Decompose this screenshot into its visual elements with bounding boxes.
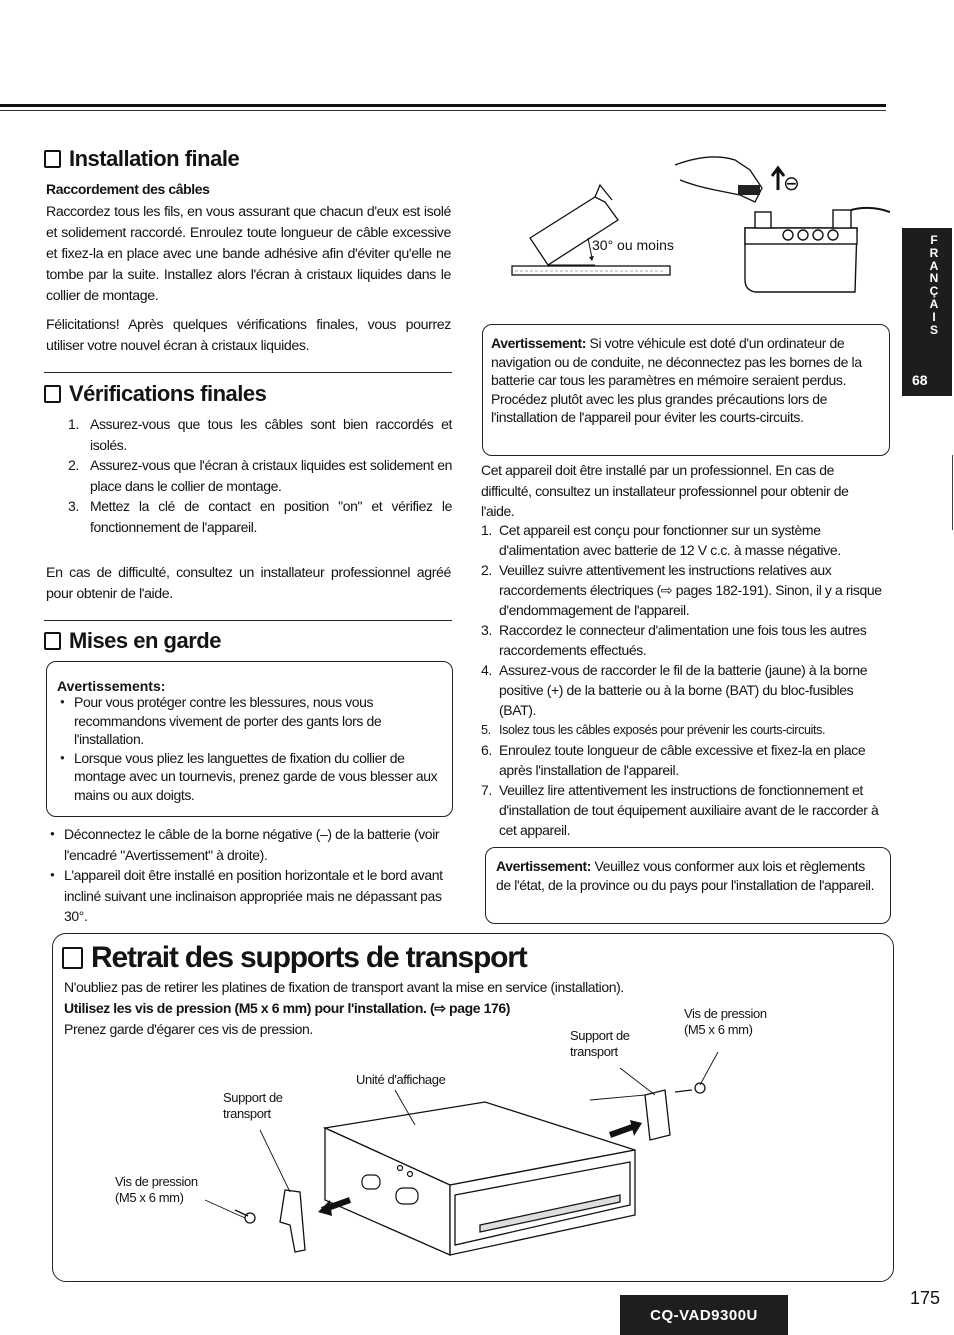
tab-letter: A bbox=[929, 296, 939, 311]
warnings-box-list bbox=[60, 693, 438, 804]
warnings-box-title: Avertissements: bbox=[57, 678, 166, 694]
retrait-line-3: Prenez garde d'égarer ces vis de pression. bbox=[64, 1021, 313, 1037]
tab-letter: Ç bbox=[929, 284, 939, 299]
section-heading-mises-en-garde: Mises en garde bbox=[44, 628, 221, 654]
list-item: 7. Veuillez lire attentivement les instructions de fonctionnement et d'installation de tout équipement auxiliaire avant de le raccorder à cet appareil. bbox=[481, 782, 879, 838]
tab-page-number: 68 bbox=[912, 372, 928, 388]
tab-letter: R bbox=[929, 245, 939, 260]
list-item: 1. Assurez-vous que tous les câbles sont bien raccordés et isolés. bbox=[68, 416, 452, 453]
angle-label: 30° ou moins bbox=[592, 237, 674, 253]
language-tab bbox=[902, 228, 952, 396]
installation-rules-list bbox=[481, 520, 889, 840]
checkbox-icon bbox=[62, 947, 83, 969]
label-vis-left: Vis de pression (M5 x 6 mm) bbox=[115, 1174, 198, 1205]
list-item: 3. Mettez la clé de contact en position "on" et vérifiez le fonctionnement de l'appareil. bbox=[68, 498, 452, 535]
tab-letter: I bbox=[932, 309, 936, 324]
section-heading-verifications: Vérifications finales bbox=[44, 381, 266, 407]
tilted-unit-illustration bbox=[530, 185, 618, 265]
warning-laws-text: Avertissement: Veuillez vous conformer aux lois et règlements de l'état, de la province ou du pays pour l'installation de l'appareil. bbox=[496, 858, 875, 893]
divider bbox=[44, 620, 452, 621]
list-item: 5. Isolez tous les câbles exposés pour prévenir les courts-circuits. bbox=[481, 723, 826, 737]
retrait-line-2: Utilisez les vis de pression (M5 x 6 mm) pour l'installation. (⇨ page 176) bbox=[64, 1000, 511, 1016]
mises-list bbox=[50, 824, 450, 927]
installation-paragraph-2: Félicitations! Après quelques vérifications finales, vous pourrez utiliser votre nouvel écran à cristaux liquides. bbox=[46, 317, 451, 354]
minus-terminal-icon: ⊖ bbox=[783, 171, 800, 195]
divider bbox=[44, 372, 452, 373]
label-unite: Unité d'affichage bbox=[356, 1072, 446, 1087]
top-rule bbox=[0, 104, 886, 107]
list-item: 4. Assurez-vous de raccorder le fil de la batterie (jaune) à la borne positive (+) de la batterie ou à la borne (BAT) du bloc-fusibles (BAT). bbox=[481, 662, 868, 718]
verifications-note: En cas de difficulté, consultez un installateur professionnel agréé pour obtenir de l'aide. bbox=[46, 565, 451, 602]
language-tab-letters bbox=[902, 234, 952, 336]
battery-figure bbox=[500, 140, 890, 315]
base-rail bbox=[512, 266, 670, 275]
checkbox-icon bbox=[44, 150, 61, 168]
retrait-line-1: N'oubliez pas de retirer les platines de fixation de transport avant la mise en service (installation). bbox=[64, 979, 624, 995]
label-vis-right: Vis de pression (M5 x 6 mm) bbox=[684, 1006, 767, 1037]
professional-intro: Cet appareil doit être installé par un professionnel. En cas de difficulté, consultez un installateur professionnel pour obtenir de l'aide. bbox=[481, 462, 849, 519]
battery-cable bbox=[851, 208, 890, 212]
tab-letter: N bbox=[929, 271, 939, 286]
installation-paragraph-1: Raccordez tous les fils, en vous assurant que chacun d'eux est isolé et solidement raccordé. Enroulez toute longueur de câble excessive et fixez-la en place avec une bande adhésive afin d'éviter qu'elle ne tombe par la suite. Installez alors l'écran à cristaux liquides dans le collier de montage. bbox=[46, 204, 451, 304]
list-item: ● L'appareil doit être installé en position horizontale et le bord avant incliné suivant une inclinaison appropriée mais ne dépassant pas 30°. bbox=[50, 865, 450, 927]
list-item: 2. Assurez-vous que l'écran à cristaux liquides est solidement en place dans le collier de montage. bbox=[68, 457, 452, 494]
tab-letter: A bbox=[929, 258, 939, 273]
list-item: ● Pour vous protéger contre les blessures, nous vous recommandons vivement de porter des gants lors de l'installation. bbox=[60, 693, 438, 749]
checkbox-icon bbox=[44, 632, 61, 650]
label-support-left: Support de transport bbox=[223, 1090, 283, 1121]
model-badge bbox=[620, 1295, 788, 1335]
top-rule-thin bbox=[0, 110, 886, 111]
tab-letter: F bbox=[930, 233, 938, 247]
list-item: 1. Cet appareil est conçu pour fonctionner sur un système d'alimentation avec batterie de 12 V c.c. à masse négative. bbox=[481, 522, 841, 558]
list-item: 3. Raccordez le connecteur d'alimentation une fois tous les autres raccordements effectués. bbox=[481, 622, 867, 658]
margin-mark bbox=[952, 455, 953, 530]
page-number: 175 bbox=[910, 1288, 941, 1308]
warning-navigation-text: Avertissement: Si votre véhicule est doté d'un ordinateur de navigation ou de conduite, ne déconnectez pas les bornes de la batterie car tous les paramètres en mémoire seraient perdus. Procédez plutôt avec les plus grandes précautions lors de l'installation de l'appareil pour éviter les courts-circuits. bbox=[491, 335, 862, 425]
list-item: 2. Veuillez suivre attentivement les instructions relatives aux raccordements électriques (⇨ pages 182-191). Sinon, il y a risque d'endommagement de l'appareil. bbox=[481, 562, 882, 618]
subheading-raccordement: Raccordement des câbles bbox=[46, 181, 210, 197]
list-item: 6. Enroulez toute longueur de câble excessive et fixez-la en place après l'installation de l'appareil. bbox=[481, 742, 866, 778]
label-support-right: Support de transport bbox=[570, 1028, 630, 1059]
retrait-heading: Retrait des supports de transport bbox=[62, 941, 526, 975]
list-item: ● Lorsque vous pliez les languettes de fixation du collier de montage avec un tournevis, prenez garde de vous blesser aux mains ou aux doigts. bbox=[60, 749, 438, 805]
hand-illustration bbox=[675, 157, 762, 202]
battery-illustration bbox=[745, 210, 857, 292]
display-unit-figure bbox=[200, 1040, 720, 1265]
checkbox-icon bbox=[44, 385, 61, 403]
tab-letter: S bbox=[929, 322, 938, 337]
verifications-list bbox=[68, 414, 452, 537]
section-heading-installation: Installation finale bbox=[44, 146, 239, 172]
model-label: CQ-VAD9300U bbox=[650, 1306, 758, 1324]
list-item: ● Déconnectez le câble de la borne négative (–) de la batterie (voir l'encadré "Avertissement" à droite). bbox=[50, 824, 450, 865]
